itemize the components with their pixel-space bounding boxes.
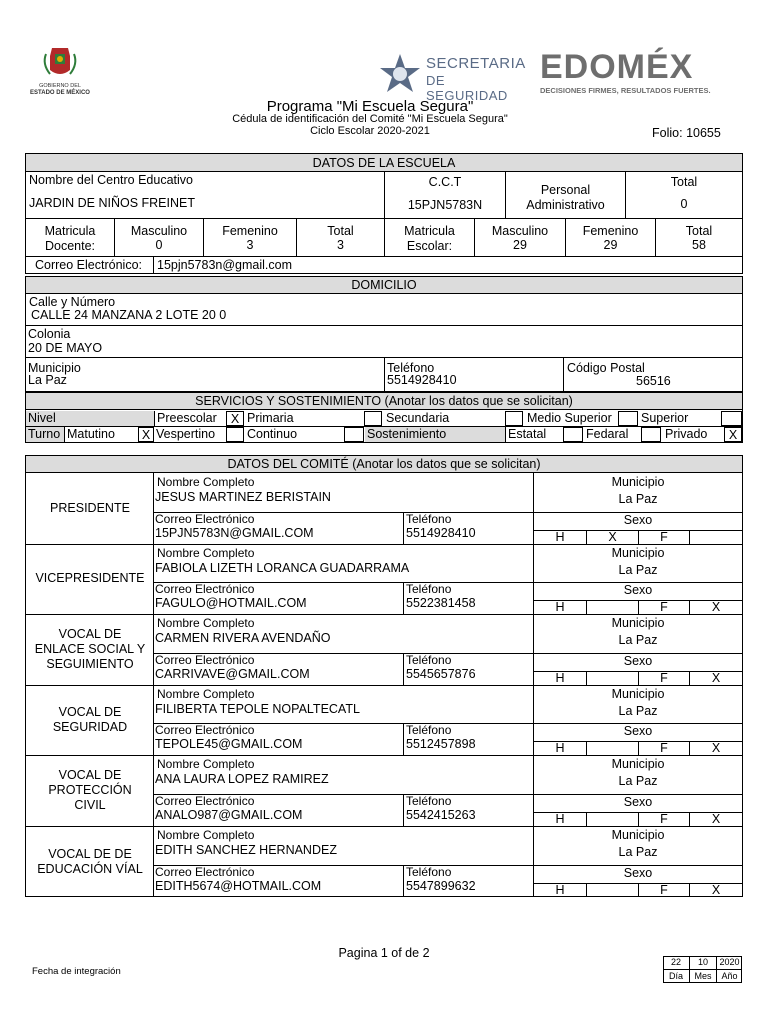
estatal-checkbox[interactable] <box>563 427 583 442</box>
member-email: TEPOLE45@GMAIL.COM <box>155 737 303 751</box>
teachers-label-1: Matricula <box>44 224 96 238</box>
folio-label: Folio: <box>652 126 683 140</box>
date-month-label: Mes <box>694 971 712 981</box>
member-name: CARMEN RIVERA AVENDAÑO <box>155 631 331 645</box>
students-female-value: 29 <box>603 238 618 252</box>
school-section-title: DATOS DE LA ESCUELA <box>26 154 742 172</box>
member-municipio-label: Municipio <box>611 616 665 630</box>
member-name: JESUS MARTINEZ BERISTAIN <box>155 490 331 504</box>
municipio-label: Municipio <box>28 361 81 375</box>
nivel-medio-superior: Medio Superior <box>527 411 612 425</box>
folio <box>652 126 721 140</box>
nivel-secundaria: Secundaria <box>386 411 450 425</box>
school-name-value: JARDIN DE NIÑOS FREINET <box>29 196 195 210</box>
member-phone-label: Teléfono <box>406 723 452 737</box>
member-municipio-label: Municipio <box>611 828 665 842</box>
gov-logo-line2: ESTADO DE MÉXICO <box>30 90 90 96</box>
member-sexo-label: Sexo <box>623 724 653 738</box>
primaria-checkbox[interactable] <box>364 411 382 426</box>
member-role: PRESIDENTE <box>50 501 130 515</box>
sostenimiento-label: Sostenimiento <box>365 427 505 442</box>
member-role: EDUCACIÓN VÍAL <box>37 862 143 876</box>
member-phone-label: Teléfono <box>406 653 452 667</box>
sex-h-checkbox[interactable]: X <box>608 530 617 544</box>
row-divider <box>403 865 404 897</box>
sex-h-label: H <box>555 883 565 897</box>
school-year: Ciclo Escolar 2020-2021 <box>310 125 430 137</box>
colonia-label: Colonia <box>28 327 71 341</box>
member-email: ANALO987@GMAIL.COM <box>155 808 303 822</box>
member-name-label: Nombre Completo <box>157 475 255 489</box>
date-year: 2020 <box>719 957 740 967</box>
turno-label: Turno <box>26 427 64 442</box>
students-male-label: Masculino <box>491 224 549 238</box>
row-divider <box>153 614 154 685</box>
students-male-value: 29 <box>513 238 527 252</box>
member-phone: 5545657876 <box>406 667 476 681</box>
staff-label-1: Personal <box>540 183 591 197</box>
member-name-label: Nombre Completo <box>157 687 255 701</box>
member-role: PROTECCIÓN <box>48 783 132 797</box>
services-section-title: SERVICIOS Y SOSTENIMIENTO (Anotar los datos que se solicitan) <box>26 393 742 410</box>
gov-logo-line1: GOBIERNO DEL <box>39 83 81 89</box>
member-role: SEGURIDAD <box>52 720 128 734</box>
member-role: ENLACE SOCIAL Y <box>34 642 146 656</box>
students-label-1: Matricula <box>404 224 455 238</box>
sex-divider <box>586 671 587 685</box>
member-email: CARRIVAVE@GMAIL.COM <box>155 667 310 681</box>
member-phone: 5522381458 <box>406 596 476 610</box>
member-name-label: Nombre Completo <box>157 616 255 630</box>
street-label: Calle y Número <box>29 295 116 309</box>
member-municipio: La Paz <box>618 492 658 506</box>
star-badge-icon <box>376 52 424 98</box>
member-sexo-label: Sexo <box>623 583 653 597</box>
municipio-value: La Paz <box>28 373 67 387</box>
school-email-value: 15pjn5783n@gmail.com <box>157 258 292 272</box>
students-total-value: 58 <box>692 238 706 252</box>
sex-divider <box>689 530 690 544</box>
member-phone-label: Teléfono <box>406 865 452 879</box>
nivel-superior: Superior <box>641 411 689 425</box>
member-phone: 5547899632 <box>406 879 476 893</box>
street-value: CALLE 24 MANZANA 2 LOTE 20 0 <box>31 308 227 322</box>
edomex-wordmark: EDOMÉX <box>540 48 694 86</box>
sex-h-label: H <box>555 812 565 826</box>
member-role: VOCAL DE <box>58 705 122 719</box>
nivel-preescolar: Preescolar <box>157 411 217 425</box>
nivel-label: Nivel <box>26 411 154 426</box>
sex-divider <box>586 812 587 826</box>
member-email-label: Correo Electrónico <box>155 653 255 667</box>
sost-privado: Privado <box>665 427 708 441</box>
teachers-female-label: Femenino <box>222 224 278 238</box>
member-municipio-label: Municipio <box>611 757 665 771</box>
superior-checkbox[interactable] <box>721 411 742 426</box>
member-municipio: La Paz <box>618 774 658 788</box>
row-divider <box>153 473 154 544</box>
federal-checkbox[interactable] <box>641 427 661 442</box>
member-name: ANA LAURA LOPEZ RAMIREZ <box>155 772 329 786</box>
member-name-label: Nombre Completo <box>157 757 255 771</box>
sex-f-label: F <box>660 530 668 544</box>
committee-section-title: DATOS DEL COMITÉ (Anotar los datos que se solicitan) <box>26 456 742 473</box>
sex-divider <box>586 883 587 897</box>
nivel-primaria: Primaria <box>247 411 294 425</box>
member-name: FABIOLA LIZETH LORANCA GUADARRAMA <box>155 561 410 575</box>
school-email-label: Correo Electrónico: <box>35 258 142 272</box>
row-divider <box>403 794 404 826</box>
member-role: VOCAL DE <box>58 627 122 641</box>
member-phone-label: Teléfono <box>406 582 452 596</box>
turno-vespertino: Vespertino <box>156 427 216 441</box>
sex-f-checkbox[interactable]: X <box>711 812 721 826</box>
teachers-total-value: 3 <box>337 238 344 252</box>
member-role: VOCAL DE <box>58 768 122 782</box>
sex-f-checkbox[interactable]: X <box>711 741 721 755</box>
member-sexo-label: Sexo <box>623 654 653 668</box>
staff-total-value: 0 <box>680 197 688 211</box>
matutino-checkbox[interactable]: X <box>138 427 154 442</box>
member-email-label: Correo Electrónico <box>155 582 255 596</box>
member-phone-label: Teléfono <box>406 794 452 808</box>
sex-f-label: F <box>660 741 668 755</box>
cct-label: C.C.T <box>428 175 462 189</box>
gov-logo <box>24 46 96 96</box>
member-role: VICEPRESIDENTE <box>35 571 145 585</box>
member-municipio: La Paz <box>618 845 658 859</box>
date-day: 22 <box>670 957 681 967</box>
security-line1: SECRETARIA <box>426 55 526 72</box>
staff-label-2: Administrativo <box>526 198 605 212</box>
date-month: 10 <box>697 957 708 967</box>
security-logo <box>376 52 526 103</box>
member-name: FILIBERTA TEPOLE NOPALTECATL <box>155 702 360 716</box>
row-divider <box>153 685 154 755</box>
form-subtitle: Cédula de identificación del Comité "Mi Escuela Segura" <box>232 113 508 125</box>
sex-f-label: F <box>660 812 668 826</box>
turno-matutino: Matutino <box>67 427 115 441</box>
sex-f-checkbox[interactable]: X <box>711 883 721 897</box>
sex-h-label: H <box>555 671 565 685</box>
vespertino-checkbox[interactable] <box>226 427 244 442</box>
row-divider <box>153 826 154 897</box>
turno-continuo: Continuo <box>247 427 298 441</box>
date-year-label: Año <box>721 971 738 981</box>
row-divider <box>403 512 404 544</box>
member-role: CIVIL <box>74 798 106 812</box>
member-role: SEGUIMIENTO <box>46 657 134 671</box>
students-female-label: Femenino <box>582 224 639 238</box>
page-indicator: Pagina 1 of de 2 <box>338 946 430 960</box>
member-phone: 5512457898 <box>406 737 476 751</box>
member-email: FAGULO@HOTMAIL.COM <box>155 596 307 610</box>
address-phone-value: 5514928410 <box>387 373 457 387</box>
colonia-value: 20 DE MAYO <box>28 341 103 355</box>
school-name-label: Nombre del Centro Educativo <box>29 173 193 187</box>
member-phone: 5514928410 <box>406 526 476 540</box>
medio-superior-checkbox[interactable] <box>618 411 638 426</box>
member-municipio-label: Municipio <box>611 546 665 560</box>
member-email: 15PJN5783N@GMAIL.COM <box>155 526 314 540</box>
cp-label: Código Postal <box>567 361 645 375</box>
member-phone-label: Teléfono <box>406 512 452 526</box>
teachers-male-label: Masculino <box>130 224 188 238</box>
sex-f-label: F <box>660 883 668 897</box>
teachers-label-2: Docente: <box>44 239 96 253</box>
program-title: Programa "Mi Escuela Segura" <box>266 98 474 115</box>
member-email-label: Correo Electrónico <box>155 865 255 879</box>
fecha-label: Fecha de integración <box>32 966 121 977</box>
teachers-female-value: 3 <box>246 238 254 252</box>
row-divider <box>403 582 404 614</box>
sost-estatal: Estatal <box>508 427 547 441</box>
students-label-2: Escolar: <box>406 239 453 253</box>
sex-divider <box>586 741 587 755</box>
row-divider <box>403 653 404 685</box>
row-divider <box>153 755 154 826</box>
sex-h-label: H <box>555 600 565 614</box>
member-municipio: La Paz <box>618 633 658 647</box>
gov-shield-icon <box>24 46 96 80</box>
member-municipio: La Paz <box>618 563 658 577</box>
sex-divider <box>586 600 587 614</box>
secundaria-checkbox[interactable] <box>505 411 523 426</box>
sex-f-label: F <box>660 600 668 614</box>
member-role: VOCAL DE DE <box>48 847 132 861</box>
continuo-checkbox[interactable] <box>344 427 364 442</box>
member-phone: 5542415263 <box>406 808 476 822</box>
address-section-title: DOMICILIO <box>26 277 742 294</box>
staff-total-label: Total <box>670 175 698 189</box>
member-name-label: Nombre Completo <box>157 828 255 842</box>
member-email-label: Correo Electrónico <box>155 723 255 737</box>
member-municipio-label: Municipio <box>611 687 665 701</box>
member-sexo-label: Sexo <box>623 513 653 527</box>
cct-value: 15PJN5783N <box>407 198 483 212</box>
folio-value: 10655 <box>686 126 721 140</box>
member-email-label: Correo Electrónico <box>155 512 255 526</box>
member-name: EDITH SANCHEZ HERNANDEZ <box>155 843 337 857</box>
sost-federal: Fedaral <box>586 427 629 441</box>
edomex-logo <box>540 50 746 96</box>
address-phone-label: Teléfono <box>387 361 435 375</box>
students-total-label: Total <box>685 224 713 238</box>
member-sexo-label: Sexo <box>623 866 653 880</box>
sex-f-label: F <box>660 671 668 685</box>
member-sexo-label: Sexo <box>623 795 653 809</box>
sex-f-checkbox[interactable]: X <box>711 671 721 685</box>
security-line2: DE SEGURIDAD <box>426 73 508 103</box>
sex-h-label: H <box>555 741 565 755</box>
member-email-label: Correo Electrónico <box>155 794 255 808</box>
sex-h-label: H <box>555 530 565 544</box>
date-day-label: Día <box>668 971 683 981</box>
teachers-total-label: Total <box>327 224 354 238</box>
preescolar-checkbox[interactable]: X <box>226 411 244 426</box>
member-email: EDITH5674@HOTMAIL.COM <box>155 879 322 893</box>
edomex-tagline: DECISIONES FIRMES, RESULTADOS FUERTES. <box>540 86 711 95</box>
row-divider <box>403 723 404 755</box>
sex-f-checkbox[interactable]: X <box>711 600 721 614</box>
member-name-label: Nombre Completo <box>157 546 255 560</box>
privado-checkbox[interactable]: X <box>724 427 742 442</box>
teachers-male-value: 0 <box>155 238 163 252</box>
member-municipio-label: Municipio <box>611 475 665 489</box>
row-divider <box>153 544 154 614</box>
cp-value: 56516 <box>636 374 671 388</box>
member-municipio: La Paz <box>618 704 658 718</box>
